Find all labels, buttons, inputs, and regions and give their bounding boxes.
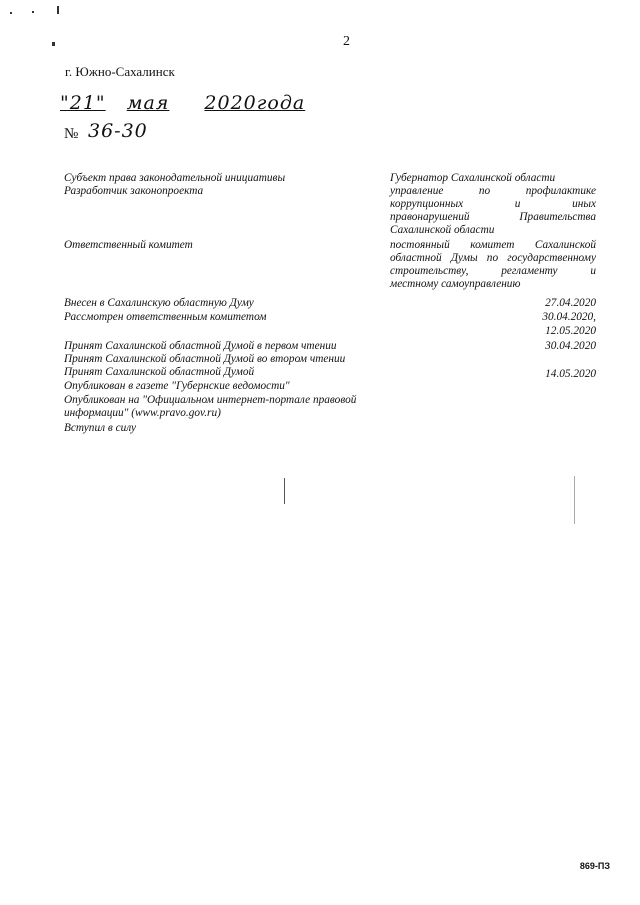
handwritten-month: мая	[126, 92, 170, 114]
handwritten-date	[60, 92, 305, 114]
committee-line: постоянный комитет Сахалинской	[390, 239, 596, 251]
label-bill-developer: Разработчик законопроекта	[64, 185, 204, 197]
scan-line	[284, 478, 285, 504]
document-code: 869-ПЗ	[579, 861, 610, 871]
committee-line: местному самоуправлению	[390, 278, 521, 290]
date-reviewed-1: 30.04.2020,	[542, 311, 596, 323]
developer-line: коррупционных и иных	[390, 198, 596, 210]
label-second-reading: Принят Сахалинской областной Думой во втором чтении	[64, 353, 346, 365]
scan-speck	[32, 11, 34, 13]
label-published-portal-2: информации" (www.pravo.gov.ru)	[64, 407, 221, 419]
label-responsible-committee: Ответственный комитет	[64, 239, 193, 251]
developer-line: управление по профилактике	[390, 185, 596, 197]
label-adopted: Принят Сахалинской областной Думой	[64, 366, 255, 378]
handwritten-number: 36-30	[88, 120, 148, 142]
label-entered-into-force: Вступил в силу	[64, 422, 137, 434]
committee-line: строительству, регламенту и	[390, 265, 596, 277]
developer-line: правонарушений Правительства	[390, 211, 596, 223]
committee-line: областной Думы по государственному	[390, 252, 596, 264]
scan-line	[574, 476, 575, 524]
page-number: 2	[343, 34, 350, 49]
label-published-portal-1: Опубликован на "Официальном интернет-портале правовой	[64, 394, 357, 406]
label-published-newspaper: Опубликован в газете "Губернские ведомости"	[64, 380, 290, 392]
developer-line: Сахалинской области	[390, 224, 495, 236]
label-submitted: Внесен в Сахалинскую областную Думу	[64, 297, 254, 309]
date-submitted: 27.04.2020	[545, 297, 596, 309]
label-initiative-subject: Субъект права законодательной инициативы	[64, 172, 286, 184]
value-responsible-committee	[390, 239, 596, 291]
date-first-reading: 30.04.2020	[545, 340, 596, 352]
value-bill-developer	[390, 185, 596, 237]
value-initiative-subject: Губернатор Сахалинской области	[390, 172, 556, 184]
city-line: г. Южно-Сахалинск	[65, 64, 175, 79]
handwritten-year: 2020года	[204, 92, 306, 114]
label-reviewed: Рассмотрен ответственным комитетом	[64, 311, 267, 323]
handwritten-day: "21"	[60, 92, 106, 114]
label-first-reading: Принят Сахалинской областной Думой в первом чтении	[64, 340, 337, 352]
scan-speck	[10, 12, 12, 14]
scan-speck	[57, 6, 59, 14]
date-reviewed-2: 12.05.2020	[545, 325, 596, 337]
scan-speck	[52, 42, 55, 46]
date-adopted: 14.05.2020	[545, 368, 596, 380]
number-label: №	[64, 126, 79, 142]
